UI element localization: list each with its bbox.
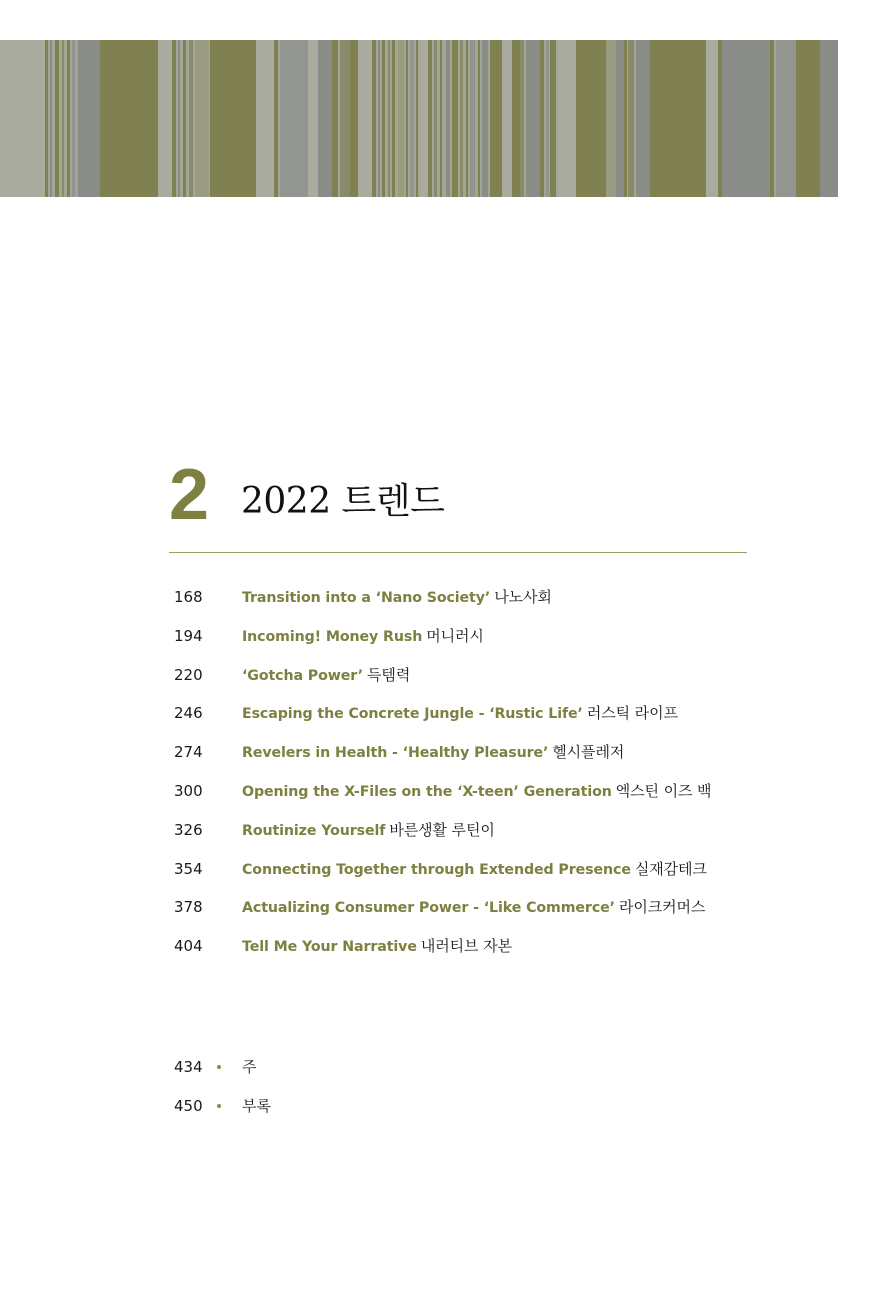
banner-stripe xyxy=(332,40,338,197)
banner-stripe xyxy=(50,40,52,197)
banner-stripe xyxy=(195,40,209,197)
banner-stripe xyxy=(502,40,512,197)
toc-korean-title: 머니러시 xyxy=(426,626,484,645)
toc-title xyxy=(242,813,495,848)
banner-stripe xyxy=(410,40,414,197)
banner-stripe xyxy=(45,40,48,197)
toc-english-title: Opening the X-Files on the ‘X-teen’ Generation xyxy=(242,783,612,800)
banner-stripe xyxy=(406,40,408,197)
toc-page-number: 246 xyxy=(174,704,203,723)
appendix-label: 주 xyxy=(242,1058,257,1076)
banner-stripe xyxy=(189,40,193,197)
toc-korean-title: 나노사회 xyxy=(494,588,552,606)
toc-entry[interactable] xyxy=(174,890,774,929)
toc-page-number: 404 xyxy=(174,937,203,956)
banner-stripe xyxy=(540,40,544,197)
banner-stripe xyxy=(470,40,475,197)
toc-english-title: Escaping the Concrete Jungle - ‘Rustic Life’ xyxy=(242,706,583,723)
toc-title xyxy=(242,658,410,693)
toc-title xyxy=(242,619,484,654)
banner-stripe xyxy=(72,40,75,197)
toc-english-title: Routinize Yourself xyxy=(242,822,386,839)
banner-stripe xyxy=(512,40,520,197)
toc-english-title: ‘Gotcha Power’ xyxy=(242,667,364,684)
appendix-entry-appendix[interactable] xyxy=(174,1089,574,1128)
banner-stripe xyxy=(67,40,70,197)
banner-stripe xyxy=(428,40,432,197)
banner-stripe xyxy=(398,40,404,197)
toc-page-number: 194 xyxy=(174,626,203,645)
toc-title xyxy=(242,852,707,887)
banner-stripe xyxy=(776,40,796,197)
banner-stripe xyxy=(478,40,480,197)
banner-stripe xyxy=(452,40,458,197)
toc-page-number: 354 xyxy=(174,859,203,878)
banner-stripe xyxy=(460,40,463,197)
banner-stripe xyxy=(546,40,549,197)
decorative-stripe-banner xyxy=(0,40,838,197)
banner-stripe xyxy=(78,40,100,197)
toc-english-title: Incoming! Money Rush xyxy=(242,628,423,645)
toc-english-title: Transition into a ‘Nano Society’ xyxy=(242,590,491,606)
toc-title xyxy=(242,929,512,964)
toc-title xyxy=(242,696,678,731)
banner-stripe xyxy=(318,40,332,197)
banner-stripe xyxy=(158,40,172,197)
banner-stripe xyxy=(440,40,442,197)
toc-page-number: 378 xyxy=(174,898,203,917)
banner-stripe xyxy=(520,40,524,197)
stripe-pattern xyxy=(0,40,838,197)
toc-entry[interactable] xyxy=(174,813,774,852)
banner-stripe xyxy=(256,40,274,197)
banner-stripe xyxy=(722,40,770,197)
appendix-label: 부록 xyxy=(242,1096,271,1115)
toc-entry[interactable] xyxy=(174,696,774,735)
banner-stripe xyxy=(770,40,774,197)
banner-stripe xyxy=(382,40,385,197)
bullet-dot-icon xyxy=(217,1065,221,1069)
banner-stripe xyxy=(178,40,180,197)
toc-english-title: Connecting Together through Extended Presence xyxy=(242,861,631,878)
banner-stripe xyxy=(340,40,350,197)
banner-stripe xyxy=(606,40,616,197)
banner-stripe xyxy=(350,40,358,197)
toc-english-title: Revelers in Health - ‘Healthy Pleasure’ xyxy=(242,745,549,762)
banner-stripe xyxy=(576,40,606,197)
toc-page-number: 326 xyxy=(174,820,203,839)
banner-stripe xyxy=(210,40,256,197)
appendix-page-number: 450 xyxy=(174,1096,203,1115)
banner-stripe xyxy=(434,40,437,197)
banner-stripe xyxy=(183,40,186,197)
banner-stripe xyxy=(820,40,838,197)
toc-page-number: 168 xyxy=(174,588,203,606)
banner-stripe xyxy=(526,40,540,197)
banner-stripe xyxy=(616,40,624,197)
toc-korean-title: 바른생활 루틴이 xyxy=(389,820,495,839)
banner-stripe xyxy=(0,40,45,197)
banner-stripe xyxy=(446,40,450,197)
toc-entry[interactable] xyxy=(174,929,774,968)
banner-stripe xyxy=(280,40,308,197)
banner-stripe xyxy=(550,40,556,197)
toc-entry[interactable] xyxy=(174,619,774,658)
toc-page-number: 274 xyxy=(174,743,203,762)
toc-korean-title: 러스틱 라이프 xyxy=(586,704,678,723)
toc-english-title: Actualizing Consumer Power - ‘Like Commerce’ xyxy=(242,900,615,917)
banner-stripe xyxy=(378,40,380,197)
toc-entry[interactable] xyxy=(174,658,774,697)
toc-entry[interactable] xyxy=(174,852,774,891)
toc-korean-title: 내러티브 자본 xyxy=(420,937,512,956)
banner-stripe xyxy=(372,40,376,197)
toc-korean-title: 실재감테크 xyxy=(634,859,707,878)
banner-stripe xyxy=(490,40,502,197)
banner-stripe xyxy=(558,40,576,197)
banner-stripe xyxy=(358,40,372,197)
banner-stripe xyxy=(718,40,722,197)
toc-korean-title: 헬시플레저 xyxy=(552,743,625,762)
banner-stripe xyxy=(62,40,64,197)
appendix-list xyxy=(174,1050,574,1128)
banner-stripe xyxy=(388,40,390,197)
toc-title xyxy=(242,774,711,809)
chapter-title: 2022 트렌드 xyxy=(241,481,445,522)
banner-stripe xyxy=(308,40,318,197)
bullet-dot-icon xyxy=(217,1104,221,1108)
toc-korean-title: 라이크커머스 xyxy=(618,898,706,917)
banner-stripe xyxy=(628,40,634,197)
banner-stripe xyxy=(392,40,395,197)
banner-stripe xyxy=(55,40,59,197)
toc-korean-title: 득템력 xyxy=(367,665,411,684)
appendix-entry-notes[interactable] xyxy=(174,1050,574,1089)
banner-stripe xyxy=(706,40,718,197)
toc-korean-title: 엑스틴 이즈 백 xyxy=(615,781,712,800)
toc-page-number: 220 xyxy=(174,665,203,684)
appendix-page-number: 434 xyxy=(174,1058,203,1076)
chapter-divider xyxy=(169,552,747,553)
banner-stripe xyxy=(624,40,627,197)
table-of-contents xyxy=(174,580,774,968)
toc-page-number: 300 xyxy=(174,781,203,800)
banner-stripe xyxy=(796,40,820,197)
banner-stripe xyxy=(172,40,176,197)
toc-entry[interactable] xyxy=(174,580,774,619)
toc-title xyxy=(242,580,552,615)
banner-stripe xyxy=(650,40,706,197)
banner-stripe xyxy=(274,40,278,197)
banner-stripe xyxy=(636,40,650,197)
toc-title xyxy=(242,890,705,925)
chapter-number: 2 xyxy=(169,455,210,535)
toc-title xyxy=(242,735,624,770)
toc-entry[interactable] xyxy=(174,774,774,813)
banner-stripe xyxy=(466,40,468,197)
banner-stripe xyxy=(420,40,428,197)
toc-english-title: Tell Me Your Narrative xyxy=(242,939,417,956)
toc-entry[interactable] xyxy=(174,735,774,774)
banner-stripe xyxy=(416,40,418,197)
banner-stripe xyxy=(100,40,158,197)
banner-stripe xyxy=(482,40,488,197)
